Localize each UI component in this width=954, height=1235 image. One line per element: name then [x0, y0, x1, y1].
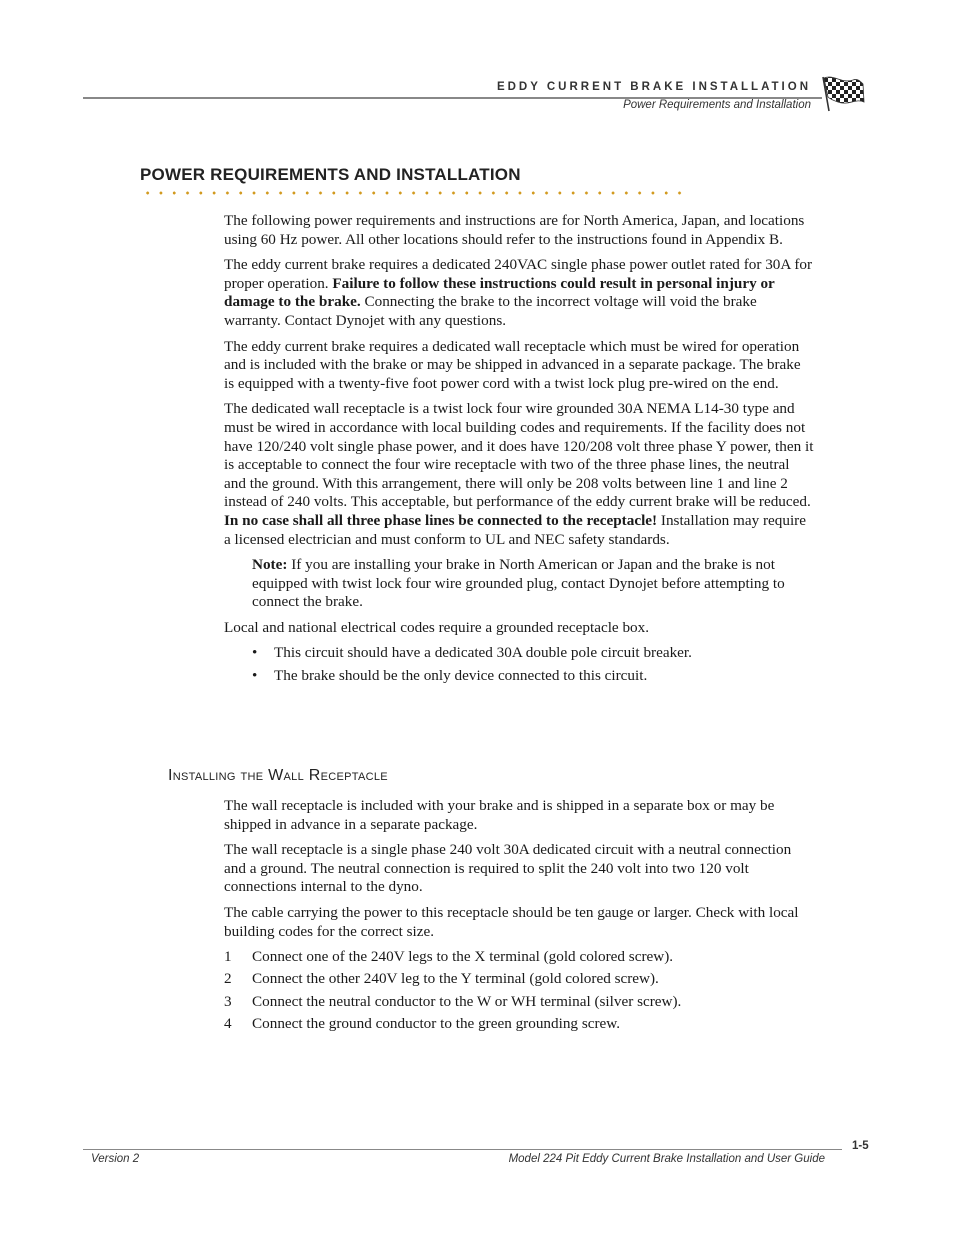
step-item: 1 Connect one of the 240V legs to the X terminal (gold colored screw). [224, 948, 674, 966]
numbered-steps [224, 948, 814, 1033]
note: Note: If you are installing your brake in North American or Japan and the brake is not equipped with twist lock four wire grounded plug, contact Dynojet before attempting to connect the brake. [252, 556, 785, 611]
note-label: Note: [252, 556, 288, 574]
warning-text: In no case shall all three phase lines be connected to the receptacle! [224, 511, 658, 529]
bullet-list [224, 644, 814, 685]
bullet-icon: • [252, 666, 258, 684]
paragraph: The wall receptacle is a single phase 240 volt 30A dedicated circuit with a neutral connection and a ground. The neutral connection is required to split the 240 volt into two 120 volt connections internal to the dyno. [224, 841, 792, 896]
warning-text: Failure to follow these instructions could result in personal injury or damage to the brake. [224, 274, 775, 311]
step-item: 3 Connect the neutral conductor to the W or WH terminal (silver screw). [224, 992, 682, 1010]
subsection-heading: Installing the Wall Receptacle [168, 767, 388, 784]
footer-version: Version 2 [91, 1153, 140, 1165]
list-item: • The brake should be the only device connected to this circuit. [252, 666, 648, 684]
paragraph: The eddy current brake requires a dedicated 240VAC single phase power outlet rated for 30A for proper operation. Failure to follow these instructions could result in personal injury or damage to the brake. Connecting the brake to the incorrect voltage will void the brake warranty. Contact Dynojet with any questions. [224, 256, 813, 329]
section-heading: POWER REQUIREMENTS AND INSTALLATION [140, 165, 521, 184]
subsection-body [224, 797, 814, 1037]
dotted-divider [141, 190, 686, 196]
bullet-icon: • [252, 644, 258, 662]
list-item: • This circuit should have a dedicated 30A double pole circuit breaker. [252, 644, 692, 662]
footer-rule [83, 1149, 842, 1150]
running-header-subtitle: Power Requirements and Installation [623, 99, 811, 111]
step-item: 2 Connect the other 240V leg to the Y terminal (gold colored screw). [224, 970, 659, 988]
paragraph: The cable carrying the power to this receptacle should be ten gauge or larger. Check with local building codes for the correct size. [224, 903, 799, 940]
paragraph: The dedicated wall receptacle is a twist lock four wire grounded 30A NEMA L14-30 type and must be wired in accordance with local building codes and requirements. If the facility does not have 120/240 volt single phase power, and it does have 120/208 volt three phase Y power, then it is acceptable to connect the four wire receptacle with two of the three phase lines, the neutral and the ground. With this arrangement, there will only be 208 volts between line 1 and line 2 instead of 240 volts. This acceptable, but performance of the eddy current brake will be reduced. In no case shall all three phase lines be connected to the receptacle! Installation may require a licensed electrician and must conform to UL and NEC safety standards. [224, 400, 814, 548]
page-number: 1-5 [852, 1140, 869, 1152]
running-header-title: EDDY CURRENT BRAKE INSTALLATION [496, 81, 811, 93]
step-item: 4 Connect the ground conductor to the green grounding screw. [224, 1014, 621, 1032]
paragraph: The eddy current brake requires a dedicated wall receptacle which must be wired for operation and is included with the brake or may be shipped in advanced in a separate package. The brake is equipped with a twenty-five foot power cord with a twist lock plug pre-wired on the end. [224, 337, 801, 392]
section-body [224, 212, 814, 689]
footer-doc-title: Model 224 Pit Eddy Current Brake Installation and User Guide [508, 1153, 825, 1165]
checkered-flag-icon [820, 74, 866, 114]
paragraph: The following power requirements and instructions are for North America, Japan, and locations using 60 Hz power. All other locations should refer to the instructions found in Appendix B. [224, 212, 805, 248]
paragraph: Local and national electrical codes require a grounded receptacle box. [224, 618, 650, 636]
paragraph: The wall receptacle is included with your brake and is shipped in a separate box or may be shipped in advance in a separate package. [224, 797, 775, 833]
